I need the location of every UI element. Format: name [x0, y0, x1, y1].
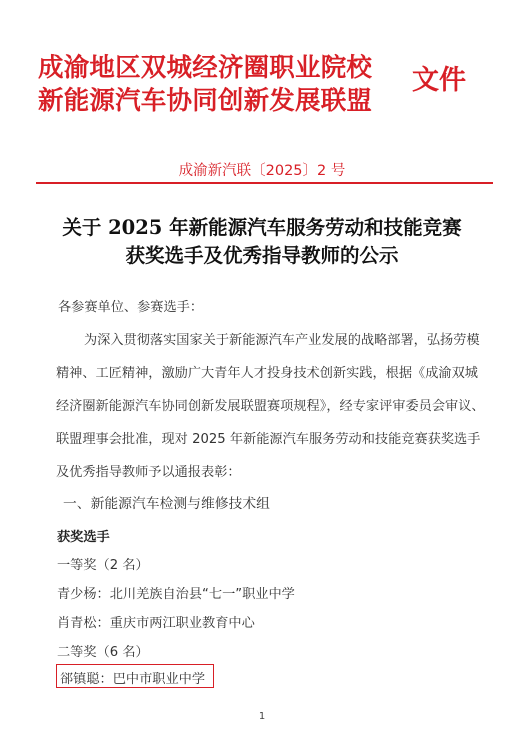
subheading-winners: 获奖选手 — [57, 530, 110, 545]
title-line-2: 获奖选手及优秀指导教师的公示 — [125, 244, 399, 267]
page-number: 1 — [258, 711, 266, 722]
body-line: 精神、工匠精神，激励广大青年人才投身技术创新实践，根据《成渝双城 — [56, 366, 478, 381]
highlight-box — [56, 664, 214, 688]
header-divider — [36, 182, 493, 184]
second-prize-label: 二等奖（6 名） — [57, 645, 149, 660]
body-line: 为深入贯彻落实国家关于新能源汽车产业发展的战略部署，弘扬劳模 — [84, 333, 480, 348]
award-entry: 肖青松：重庆市两江职业教育中心 — [57, 616, 255, 631]
issuer-name-line-2: 新能源汽车协同创新发展联盟 — [38, 86, 373, 116]
document-number: 成渝新汽联〔2025〕2 号 — [178, 163, 346, 179]
body-line: 及优秀指导教师予以通报表彰： — [56, 465, 241, 480]
issuer-header — [38, 52, 438, 118]
first-prize-label: 一等奖（2 名） — [57, 558, 149, 573]
body-line: 联盟理事会批准，现对 2025 年新能源汽车服务劳动和技能竞赛获奖选手 — [56, 432, 481, 447]
issuer-name-line-1: 成渝地区双城经济圈职业院校 — [38, 53, 373, 83]
body-line: 经济圈新能源汽车协同创新发展联盟赛项规程》，经专家评审委员会审议、 — [56, 399, 485, 414]
document-type-label: 文件 — [412, 65, 466, 96]
section-heading: 一、新能源汽车检测与维修技术组 — [63, 496, 270, 512]
award-entry: 青少杨：北川羌族自治县“七一”职业中学 — [57, 587, 295, 602]
award-entry: 郤镇聪：巴中市职业中学 — [60, 672, 206, 687]
title-line-1: 关于 2025 年新能源汽车服务劳动和技能竞赛 — [62, 216, 462, 239]
salutation: 各参赛单位、参赛选手： — [58, 300, 204, 315]
